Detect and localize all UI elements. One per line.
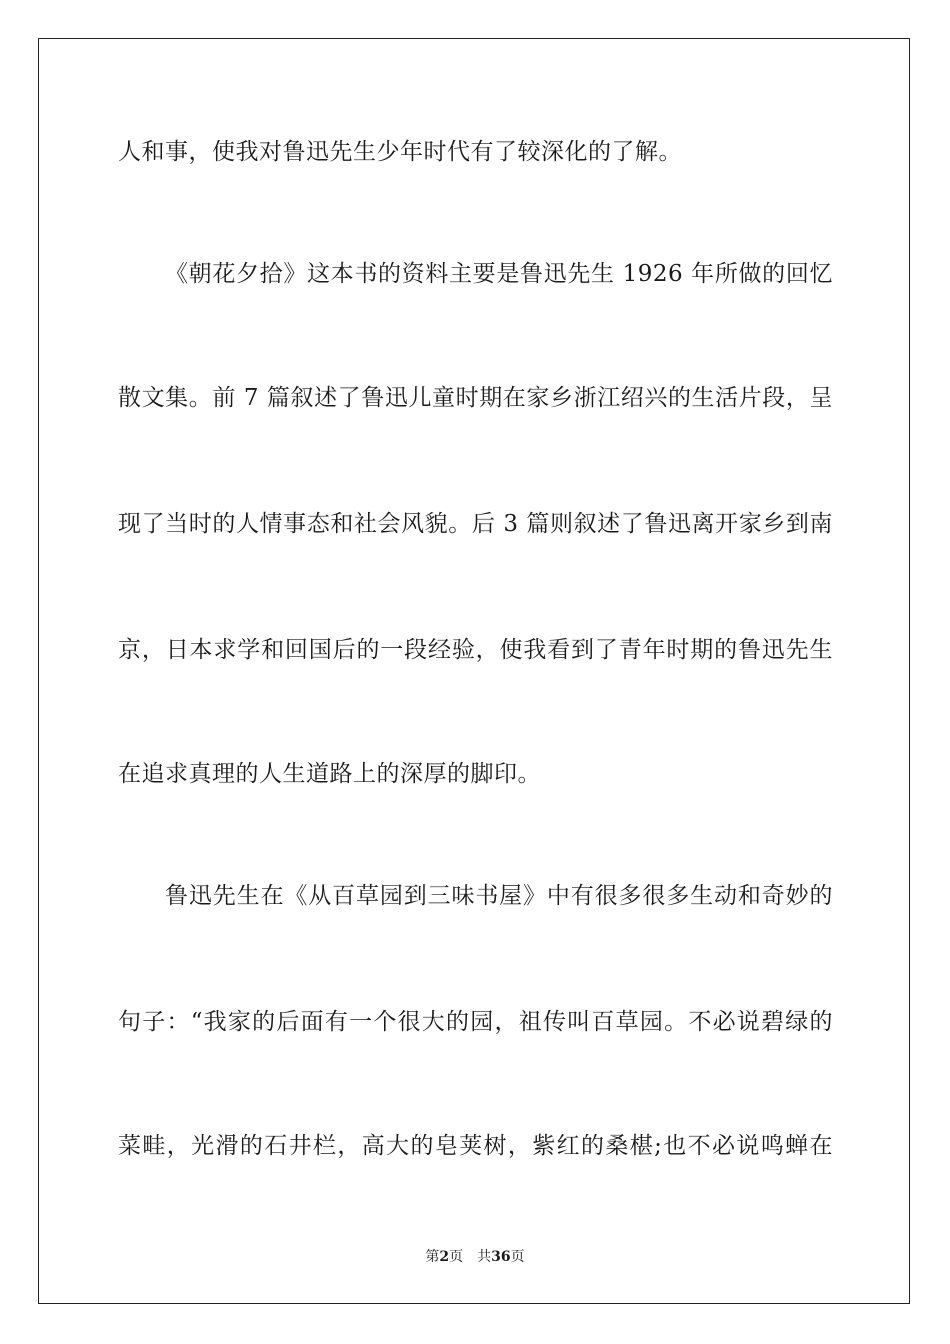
- total-prefix: 共: [477, 1249, 492, 1265]
- text-line-3: 散文集。前 7 篇叙述了鲁迅儿童时期在家乡浙江绍兴的生活片段，呈: [118, 385, 833, 411]
- text-line-8: 句子：“我家的后面有一个很大的园，祖传叫百草园。不必说碧绿的: [118, 1009, 833, 1035]
- page-suffix: 页: [449, 1249, 464, 1265]
- text-line-5: 京，日本求学和回国后的一段经验，使我看到了青年时期的鲁迅先生: [118, 637, 833, 663]
- text-line-1: 人和事，使我对鲁迅先生少年时代有了较深化的了解。: [118, 139, 682, 165]
- text-line-6: 在追求真理的人生道路上的深厚的脚印。: [118, 761, 541, 787]
- page-border: [38, 38, 910, 1304]
- text-line-9: 菜畦，光滑的石井栏，高大的皂荚树，紫红的桑椹;也不必说鸣蝉在: [118, 1133, 833, 1159]
- text-line-4: 现了当时的人情事态和社会风貌。后 3 篇则叙述了鲁迅离开家乡到南: [118, 511, 833, 537]
- total-pages: 36: [491, 1249, 511, 1265]
- text-line-7: 鲁迅先生在《从百草园到三味书屋》中有很多很多生动和奇妙的: [165, 883, 833, 909]
- page-number: 2: [439, 1249, 450, 1265]
- total-suffix: 页: [510, 1249, 525, 1265]
- page-prefix: 第: [425, 1249, 440, 1265]
- text-line-2: 《朝花夕拾》这本书的资料主要是鲁迅先生 1926 年所做的回忆: [165, 261, 833, 287]
- page-footer: [0, 1248, 950, 1266]
